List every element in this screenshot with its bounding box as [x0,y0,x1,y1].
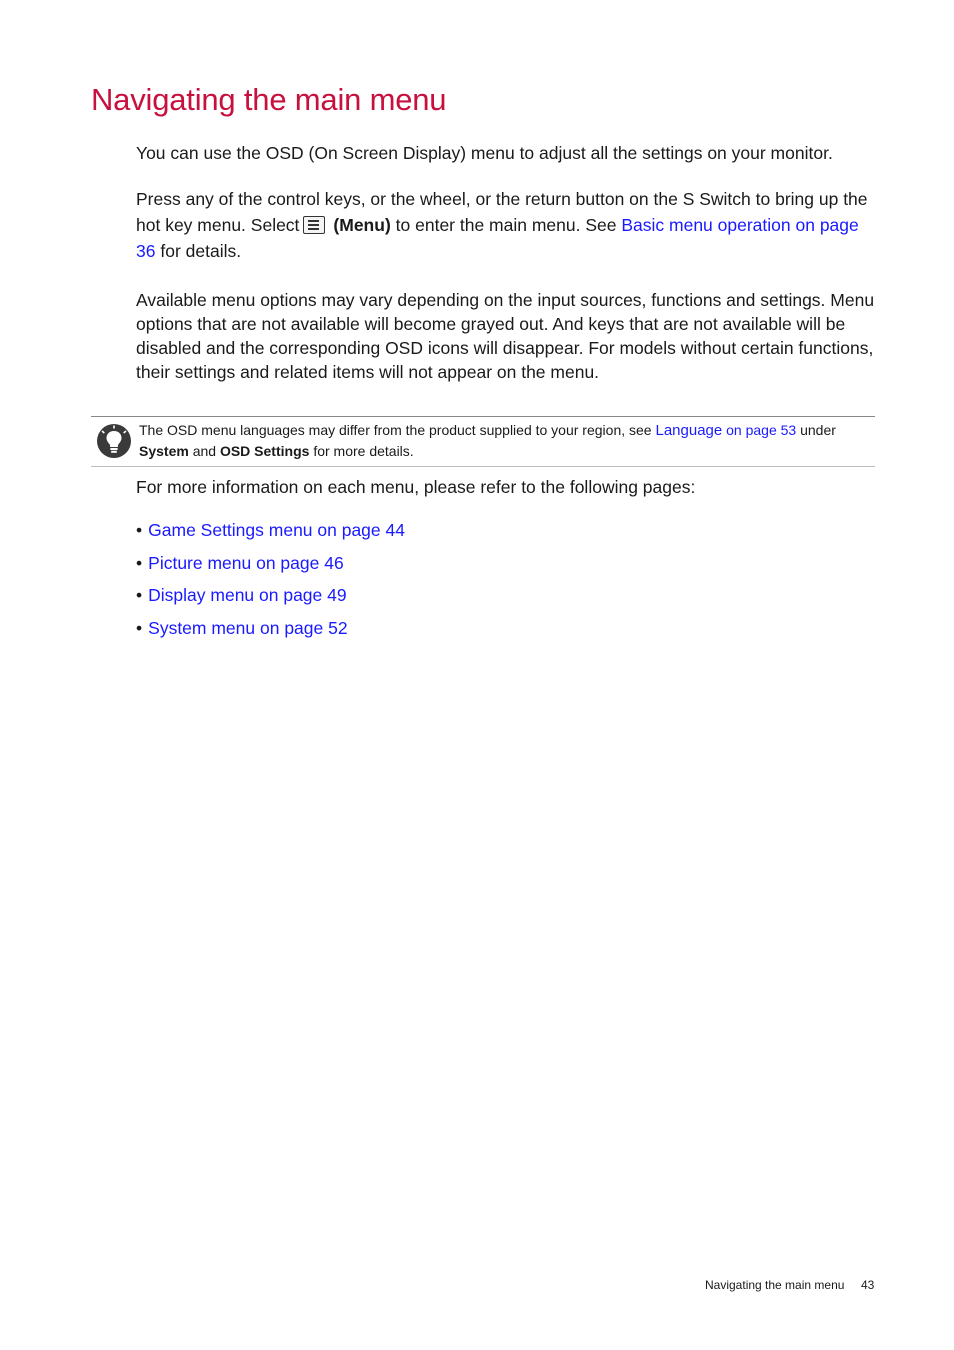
note-text-after: for more details. [313,443,414,459]
game-settings-link[interactable]: Game Settings menu on page 44 [148,520,405,540]
note-text [139,420,874,461]
basic-menu-operation-link[interactable]: Basic menu operation on page 36 [136,215,859,261]
hotkey-paragraph [136,186,876,264]
list-item [136,616,405,649]
reference-list [136,518,405,648]
page-title: Navigating the main menu [91,82,447,117]
footer-page-number: 43 [861,1278,875,1292]
more-info-paragraph: For more information on each menu, please refer to the following pages: [136,477,696,497]
list-item [136,518,405,551]
intro-paragraph: You can use the OSD (On Screen Display) menu to adjust all the settings on your monitor. [136,143,833,163]
bullet: • [136,552,143,573]
note-text-under: under [800,422,836,438]
note-system-label: System [139,443,189,459]
menu-icon [303,216,325,234]
hotkey-text-before: Press any of the control keys, or the wheel, or the return button on the S Switch to bring up the hot key menu. Select [136,189,868,235]
display-menu-link[interactable]: Display menu on page 49 [148,585,347,605]
picture-menu-link[interactable]: Picture menu on page 46 [148,552,344,573]
language-link[interactable]: Language [655,422,723,439]
note-osd-settings-label: OSD Settings [219,443,310,459]
menu-label: (Menu) [333,215,391,235]
list-item [136,583,405,616]
availability-paragraph: Available menu options may vary depending on the input sources, functions and settings. Menu options that are not available will become grayed out. And keys that are not available will be disabled and the corresponding OSD icons will disappear. For models without certain functions, their settings and related items will not appear on the menu. [136,290,875,382]
footer-section-title: Navigating the main menu [705,1278,845,1292]
note-box [91,416,875,467]
hotkey-text-after: for details. [160,241,242,261]
note-text-before: The OSD menu languages may differ from the product supplied to your region, see [139,422,652,438]
system-menu-link[interactable]: System menu on page 52 [148,617,348,638]
lightbulb-icon [97,424,131,458]
bullet: • [136,585,143,605]
bullet: • [136,520,143,540]
bullet: • [136,617,143,638]
list-item [136,551,405,584]
hotkey-text-middle: to enter the main menu. See [395,215,617,235]
note-text-and: and [192,443,217,459]
language-page-link[interactable]: on page 53 [726,422,797,438]
